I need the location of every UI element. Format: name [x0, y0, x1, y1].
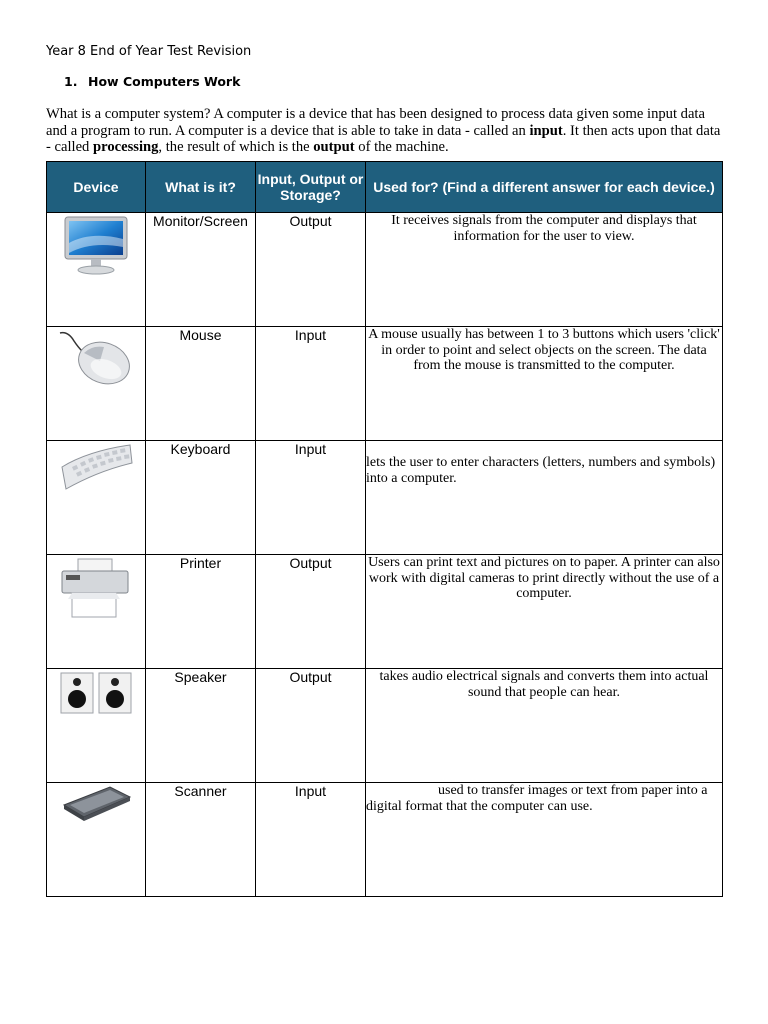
device-type: Output — [256, 213, 366, 327]
header-device: Device — [47, 162, 146, 213]
device-used-for: Users can print text and pictures on to paper. A printer can also work with digital cameras to print directly without the use of a computer. — [366, 555, 723, 669]
intro-bold-processing: processing — [93, 139, 159, 155]
speaker-icon — [59, 669, 133, 720]
device-image-cell — [47, 669, 146, 783]
header-input-output-storage: Input, Output or Storage? — [256, 162, 366, 213]
device-used-for-text: lets the user to enter characters (letters, numbers and symbols) into a computer. — [366, 455, 716, 486]
keyboard-icon — [58, 441, 134, 498]
intro-bold-output: output — [313, 139, 355, 155]
device-name: Printer — [146, 555, 256, 669]
monitor-icon — [61, 213, 131, 280]
intro-paragraph — [46, 106, 726, 156]
device-name: Speaker — [146, 669, 256, 783]
section-title: How Computers Work — [88, 74, 241, 89]
device-image-cell — [47, 555, 146, 669]
table-header-row — [47, 162, 723, 213]
section-heading — [64, 74, 240, 89]
device-name: Keyboard — [146, 441, 256, 555]
intro-bold-input: input — [529, 122, 563, 139]
intro-text: , the result of which is the — [158, 139, 314, 155]
device-image-cell — [47, 783, 146, 897]
header-used-for: Used for? (Find a different answer for each device.) — [366, 162, 723, 213]
device-image-cell — [47, 441, 146, 555]
mouse-icon — [56, 327, 136, 394]
table-row — [47, 327, 723, 441]
device-name: Monitor/Screen — [146, 213, 256, 327]
device-used-for: takes audio electrical signals and converts them into actual sound that people can hear. — [366, 669, 723, 783]
intro-text: What is a computer system? A computer is a device that has been designed to process data given some input data and a program to run. A computer is a device that is able to take in data - called an — [46, 106, 705, 139]
device-name: Mouse — [146, 327, 256, 441]
device-type: Input — [256, 327, 366, 441]
table-row — [47, 213, 723, 327]
device-type: Output — [256, 669, 366, 783]
table-row — [47, 669, 723, 783]
table-row — [47, 783, 723, 897]
device-type: Input — [256, 441, 366, 555]
device-type: Input — [256, 783, 366, 897]
device-image-cell — [47, 213, 146, 327]
header-what-is-it: What is it? — [146, 162, 256, 213]
table-row — [47, 441, 723, 555]
intro-text: of the machine. — [354, 139, 449, 155]
devices-table — [46, 161, 723, 897]
device-image-cell — [47, 327, 146, 441]
device-used-for: It receives signals from the computer and displays that information for the user to view. — [366, 213, 723, 327]
section-number: 1. — [64, 74, 78, 89]
document-title: Year 8 End of Year Test Revision — [46, 44, 252, 59]
printer-icon — [58, 555, 134, 622]
table-row — [47, 555, 723, 669]
device-name: Scanner — [146, 783, 256, 897]
device-used-for: A mouse usually has between 1 to 3 buttons which users 'click' in order to point and select objects on the screen. The data from the mouse is transmitted to the computer. — [366, 327, 723, 441]
device-type: Output — [256, 555, 366, 669]
scanner-icon — [58, 783, 134, 826]
device-used-for — [366, 441, 723, 555]
intro-text: . It then acts upon that data - called — [46, 122, 721, 155]
device-used-for: used to transfer images or text from paper into a digital format that the computer can use. — [366, 783, 723, 897]
